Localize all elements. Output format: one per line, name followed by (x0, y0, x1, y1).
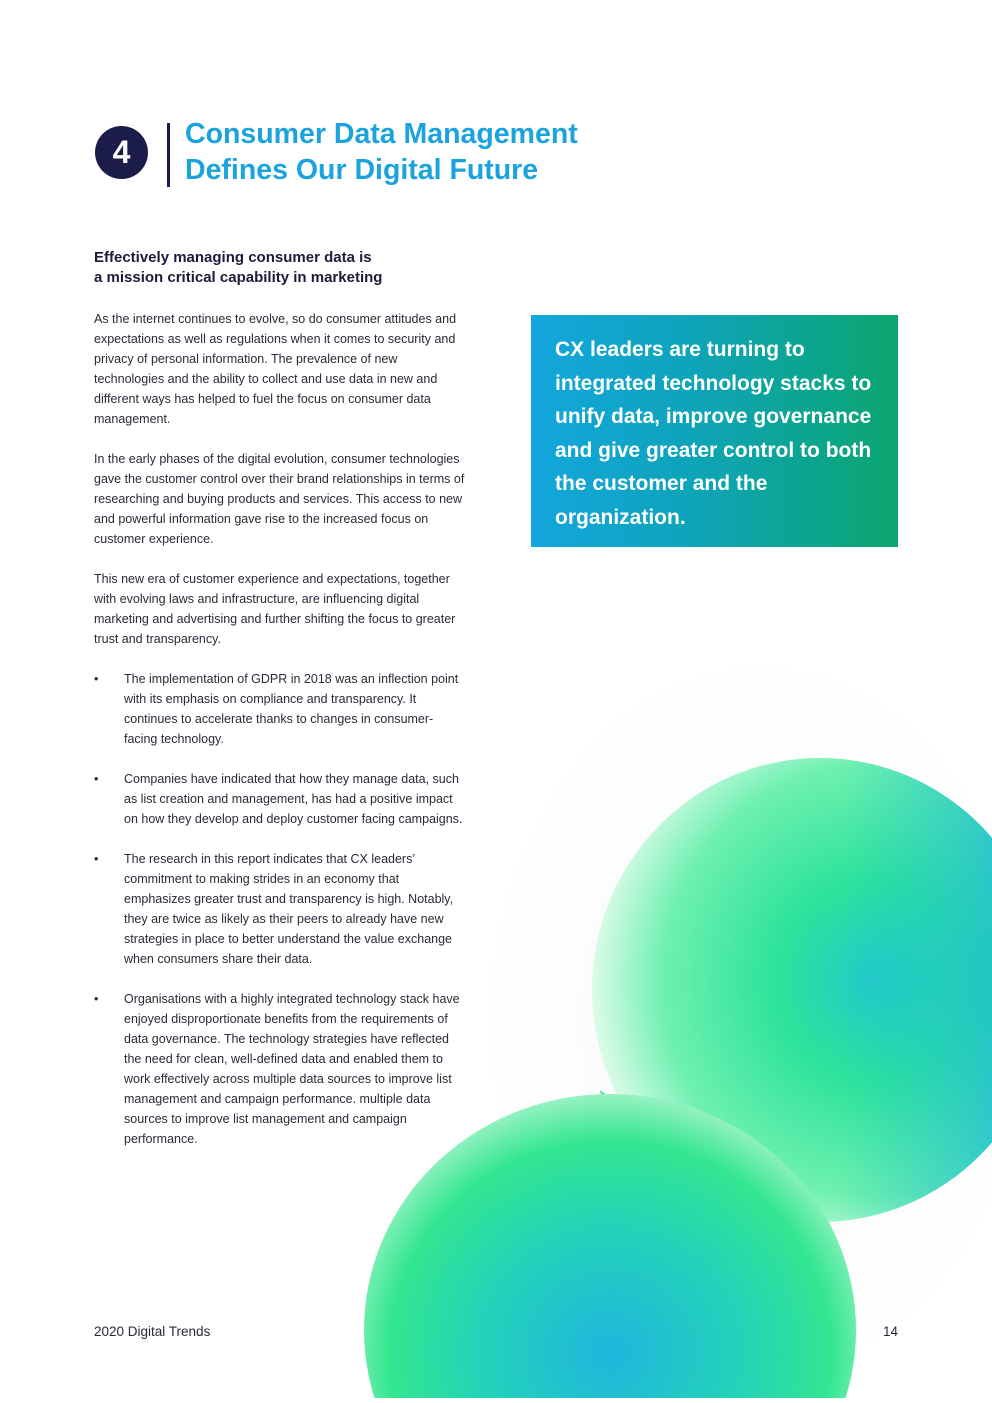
bullet-item (94, 849, 466, 969)
page-title-line-2: Defines Our Digital Future (185, 154, 539, 186)
body-paragraph: As the internet continues to evolve, so do consumer attitudes and expectations as well as regulations when it comes to security and privacy of personal information. The prevalence of new technologies and the ability to collect and use data in new and different ways has helped to fuel the focus on consumer data management. (94, 312, 457, 426)
bullet-text: Organisations with a highly integrated technology stack have enjoyed disproportionate benefits from the requirements of data governance. The technology strategies have reflected the need for clean, well-defined data and enabled them to work effectively across multiple data sources to improve list management and campaign performance. multiple data sources to improve list management and campaign performance. (124, 992, 460, 1146)
body-paragraph: This new era of customer experience and expectations, together with evolving laws and infrastructure, are influencing digital marketing and advertising and further shifting the focus to greater trust and transparency. (94, 572, 456, 646)
bullet-marker: • (94, 852, 99, 866)
bullet-text: The implementation of GDPR in 2018 was an inflection point with its emphasis on compliance and transparency. It continues to accelerate thanks to changes in consumer-facing technology. (124, 672, 459, 746)
page-title-line-1: Consumer Data Management (185, 118, 578, 150)
title-divider (167, 123, 170, 187)
subheading-line-1: Effectively managing consumer data is (94, 249, 372, 266)
body-text-column (94, 309, 466, 1169)
bullet-marker: • (94, 772, 99, 786)
bullet-text: Companies have indicated that how they manage data, such as list creation and management, has had a positive impact on how they develop and deploy customer facing campaigns. (124, 772, 463, 826)
pull-quote-callout (531, 315, 898, 547)
bullet-text: The research in this report indicates that CX leaders’ commitment to making strides in an economy that emphasizes greater trust and transparency is high. Notably, they are twice as likely as their peers to already have new strategies in place to better understand the value exchange when consumers share their data. (124, 852, 454, 966)
bullet-item (94, 669, 466, 749)
bullet-marker: • (94, 672, 99, 686)
section-number-badge: 4 (95, 126, 148, 179)
footer-publication-title: 2020 Digital Trends (94, 1324, 211, 1339)
body-paragraph: In the early phases of the digital evolution, consumer technologies gave the customer control over their brand relationships in terms of researching and buying products and services. This access to new and powerful information gave rise to the increased focus on customer experience. (94, 452, 465, 546)
subheading (94, 248, 382, 288)
page-title (185, 116, 578, 188)
subheading-line-2: a mission critical capability in marketing (94, 269, 383, 286)
bullet-item (94, 769, 466, 829)
bullet-item (94, 989, 466, 1149)
footer-page-number: 14 (882, 1324, 898, 1339)
pull-quote-text: CX leaders are turning to integrated technology stacks to unify data, improve governance and give greater control to both the customer and the organization. (555, 338, 872, 529)
bullet-list (94, 669, 466, 1149)
bullet-marker: • (94, 992, 99, 1006)
